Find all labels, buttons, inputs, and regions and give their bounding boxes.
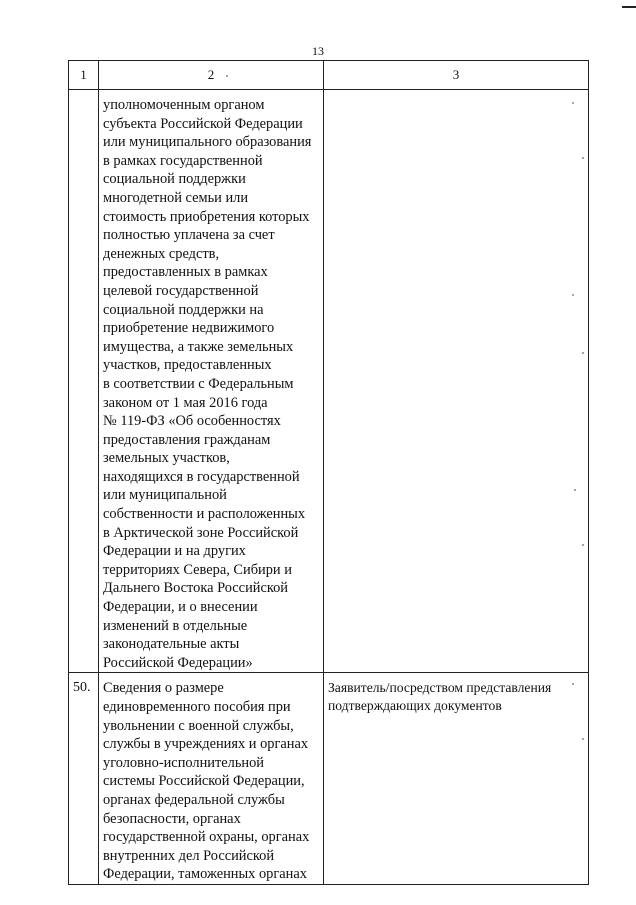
- text-line: изменений в отдельные: [103, 617, 248, 634]
- text-line: увольнении с военной службы,: [103, 717, 294, 734]
- text-line: внутренних дел Российской: [103, 847, 275, 864]
- text-line: законодательные акты: [103, 636, 240, 653]
- text-line: многодетной семьи или: [103, 189, 249, 206]
- text-line: или муниципального образования: [103, 134, 312, 151]
- text-line: законом от 1 мая 2016 года: [103, 394, 268, 411]
- row-source-cell: [324, 90, 589, 673]
- document-table: [68, 60, 589, 885]
- table-row: [69, 673, 589, 885]
- text-line: единовременного пособия при: [103, 699, 291, 715]
- row-number-cell: [69, 90, 99, 673]
- header-cell-2: 2: [99, 61, 324, 90]
- text-line: предоставления гражданам: [103, 431, 271, 448]
- row-description-cell: [99, 673, 324, 885]
- page-number: 13: [312, 44, 324, 58]
- text-line: собственности и расположенных: [103, 506, 306, 523]
- description-lines: [103, 679, 321, 884]
- text-line: государственной охраны, органах: [103, 829, 310, 846]
- text-line: денежных средств,: [103, 245, 220, 262]
- text-line: Федерации, таможенных органах: [103, 866, 307, 883]
- text-line: уголовно-исполнительной: [103, 754, 265, 771]
- header-cell-3: 3: [324, 61, 589, 90]
- text-line: приобретение недвижимого: [103, 320, 275, 337]
- text-line: Российской Федерации»: [103, 654, 253, 671]
- text-line: или муниципальной: [103, 487, 227, 504]
- text-line: земельных участков,: [103, 450, 230, 467]
- text-line: имущества, а также земельных: [103, 338, 294, 355]
- scan-speck: [582, 352, 584, 354]
- text-line: службы в учреждениях и органах: [103, 736, 309, 753]
- scan-speck: [574, 489, 576, 491]
- scan-speck: [582, 544, 584, 546]
- table-header-row: [69, 61, 589, 90]
- scan-speck: [572, 294, 574, 296]
- text-line: № 119-ФЗ «Об особенностях: [103, 413, 281, 430]
- text-line: в Арктической зоне Российской: [103, 524, 299, 541]
- text-line: безопасности, органах: [103, 810, 241, 827]
- description-lines: [103, 96, 321, 672]
- text-line: стоимость приобретения которых: [103, 208, 310, 225]
- text-line: подтверждающих документов: [328, 698, 502, 714]
- scan-speck: [572, 102, 574, 104]
- text-line: находящихся в государственной: [103, 468, 300, 485]
- text-line: системы Российской Федерации,: [103, 773, 305, 790]
- text-line: Федерации, и о внесении: [103, 599, 258, 616]
- text-line: участков, предоставленных: [103, 357, 272, 374]
- text-line: уполномоченным органом: [103, 97, 265, 113]
- scan-speck: [572, 683, 574, 685]
- text-line: Заявитель/посредством представления: [328, 680, 552, 696]
- text-line: в рамках государственной: [103, 152, 263, 169]
- scan-speck: [582, 157, 584, 159]
- text-line: социальной поддержки на: [103, 301, 264, 318]
- text-line: социальной поддержки: [103, 171, 246, 188]
- row-number-cell: 50.: [69, 673, 99, 885]
- text-line: в соответствии с Федеральным: [103, 375, 294, 392]
- table-row: [69, 90, 589, 673]
- corner-scan-mark: [622, 6, 636, 8]
- row-source-cell: [324, 673, 589, 885]
- scan-speck: [226, 75, 228, 77]
- scan-speck: [582, 738, 584, 740]
- text-line: полностью уплачена за счет: [103, 227, 275, 244]
- text-line: органах федеральной службы: [103, 791, 285, 808]
- text-line: предоставленных в рамках: [103, 264, 268, 281]
- row-description-cell: [99, 90, 324, 673]
- text-line: Федерации и на других: [103, 543, 246, 560]
- text-line: субъекта Российской Федерации: [103, 115, 303, 132]
- text-line: целевой государственной: [103, 282, 259, 299]
- header-cell-1: 1: [69, 61, 99, 90]
- text-line: Дальнего Востока Российской: [103, 580, 289, 597]
- text-line: территориях Севера, Сибири и: [103, 561, 292, 578]
- source-lines: [328, 679, 586, 715]
- text-line: Сведения о размере: [103, 680, 224, 697]
